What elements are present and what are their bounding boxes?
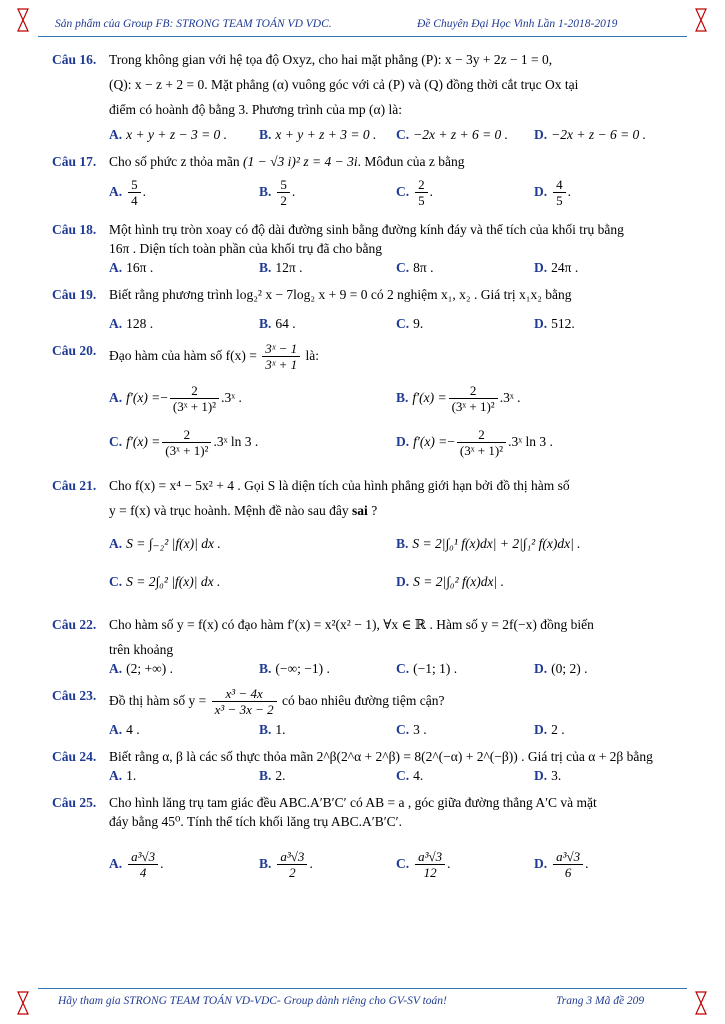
option-a[interactable]: A. 128 . xyxy=(109,316,154,331)
option-c[interactable]: C. 4. xyxy=(396,768,424,783)
question-number: Câu 23. xyxy=(52,688,97,703)
option-c[interactable]: C. S = 2∫₀² |f(x)| dx . xyxy=(109,574,221,589)
option-d[interactable]: D. −2x + z − 6 = 0 . xyxy=(534,127,647,142)
answer-options xyxy=(109,383,677,427)
question-number: Câu 25. xyxy=(52,795,97,810)
question-list xyxy=(52,50,677,892)
question-number: Câu 19. xyxy=(52,287,97,302)
option-b[interactable]: B. $\frac{5}{2}$ . xyxy=(259,177,296,208)
option-c[interactable]: C. (−1; 1) . xyxy=(396,661,458,676)
option-d[interactable]: D. (0; 2) . xyxy=(534,661,588,676)
option-d[interactable]: D. S = 2|∫₀² f(x)dx| . xyxy=(396,574,504,589)
question-17: Câu 17. Cho số phức z thỏa mãn (1 − √3 i)² z = 4 − 3i. Môđun của z bằng A. $\frac{5}{4}$ . B. $\frac{5}{2}$ . C. $\frac{2}{5}$ . D. $\frac{4}{5}$ . xyxy=(52,152,677,215)
footer-text-left: Hãy tham gia STRONG TEAM TOÁN VD-VDC- Group dành riêng cho GV-SV toán! xyxy=(58,995,447,1007)
answer-options xyxy=(109,258,677,280)
option-d[interactable]: D. $\frac{4}{5}$ . xyxy=(534,177,571,208)
question-text: đáy bằng 45⁰. Tính thể tích khối lăng trụ ABC.A′B′C′. xyxy=(109,814,403,829)
question-text: Cho f(x) = x⁴ − 5x² + 4 . Gọi S là diện tích của hình phẳng giới hạn bởi đồ thị hàm số xyxy=(109,478,570,493)
option-a[interactable]: A. $\frac{5}{4}$ . xyxy=(109,177,146,208)
option-c[interactable]: C. $\frac{\text{a³√3}}{12}$ . xyxy=(396,849,451,880)
option-c[interactable]: C. −2x + z + 6 = 0 . xyxy=(396,127,509,142)
option-a[interactable]: A. 16π . xyxy=(109,260,154,275)
question-number: Câu 18. xyxy=(52,222,97,237)
option-b[interactable]: B. 2. xyxy=(259,768,286,783)
question-text: (Q): x − z + 2 = 0. Mặt phẳng (α) vuông góc với cả (P) và (Q) đồng thời cắt trục Ox tại xyxy=(109,77,579,92)
hourglass-icon xyxy=(695,991,707,1015)
option-b[interactable]: B. 12π . xyxy=(259,260,303,275)
option-d[interactable]: D. 3. xyxy=(534,768,562,783)
question-number: Câu 20. xyxy=(52,343,97,358)
option-a[interactable]: A. 1. xyxy=(109,768,137,783)
question-number: Câu 17. xyxy=(52,154,97,169)
answer-options xyxy=(109,427,677,471)
option-d[interactable]: D. $\frac{\text{a³√3}}{6}$ . xyxy=(534,849,589,880)
question-24 xyxy=(52,747,677,788)
option-a[interactable]: A. (2; +∞) . xyxy=(109,661,173,676)
option-b[interactable]: B. (−∞; −1) . xyxy=(259,661,330,676)
page-number: Trang 3 Mã đề 209 xyxy=(556,995,645,1007)
option-b[interactable]: B. 64 . xyxy=(259,316,296,331)
equation: (1 − √3 i)² z = 4 − 3i xyxy=(243,154,358,169)
question-23: Câu 23. Đồ thị hàm số y = $\frac{\text{x³ − 4x}}{\text{x³ − 3x − 2}}$ có bao nhiêu đường tiệm cận? A. 4 . B. 1. C. 3 . D. 2 . xyxy=(52,686,677,742)
option-a[interactable]: A. x + y + z − 3 = 0 . xyxy=(109,127,228,142)
option-d[interactable]: D. 512. xyxy=(534,316,575,331)
option-b[interactable]: B. $\frac{\text{a³√3}}{2}$ . xyxy=(259,849,313,880)
option-a[interactable]: A. 4 . xyxy=(109,722,140,737)
option-b[interactable]: B. S = 2|∫₀¹ f(x)dx| + 2|∫₁² f(x)dx| . xyxy=(396,536,581,551)
question-21: Câu 21. Cho f(x) = x⁴ − 5x² + 4 . Gọi S là diện tích của hình phẳng giới hạn bởi đồ thị hàm số y = f(x) và trục hoành. Mệnh đề nào sau đây sai ? A. S = ∫₋₂² |f(x)| dx . B. S = 2|∫₀¹ f(x)dx| + 2|∫₁² f(x)dx| . C. S = 2∫₀² |f(x)| dx . D. S = 2|∫₀² f(x)dx| . xyxy=(52,476,677,610)
option-d[interactable]: D. f′(x) =− $\frac{2}{\text{(3ˣ + 1)²}}$ .3ˣ ln 3 . xyxy=(396,427,553,458)
answer-options xyxy=(109,177,677,215)
question-number: Câu 24. xyxy=(52,749,97,764)
question-19 xyxy=(52,285,677,336)
question-text: Biết rằng phương trình log₂² x − 7log₂ x + 9 = 0 có 2 nghiệm x₁, x₂ . Giá trị x₁x₂ bằng xyxy=(109,287,572,302)
hourglass-icon xyxy=(17,8,29,32)
answer-options xyxy=(109,572,677,610)
question-18 xyxy=(52,220,677,280)
question-text: Một hình trụ tròn xoay có độ dài đường sinh bằng đường kính đáy và thể tích của khối trụ bằng xyxy=(109,222,624,237)
answer-options xyxy=(109,534,677,572)
question-22 xyxy=(52,615,677,681)
question-text: Cho hàm số y = f(x) có đạo hàm f′(x) = x²(x² − 1), ∀x ∈ ℝ . Hàm số y = 2f(−x) đồng biến xyxy=(109,617,594,632)
question-text: Cho hình lăng trụ tam giác đều ABC.A′B′C′ có AB = a , góc giữa đường thẳng A′C và mặt xyxy=(109,795,597,810)
question-16 xyxy=(52,50,677,147)
question-25 xyxy=(52,793,677,887)
question-text: điểm có hoành độ bằng 3. Phương trình của mp (α) là: xyxy=(109,102,402,117)
page-header xyxy=(0,0,725,38)
answer-options xyxy=(109,720,677,742)
question-number: Câu 22. xyxy=(52,617,97,632)
footer-rule xyxy=(38,988,687,989)
answer-options xyxy=(109,125,677,147)
question-text: Biết rằng α, β là các số thực thỏa mãn 2^β(2^α + 2^β) = 8(2^(−α) + 2^(−β)) . Giá trị của α + 2β bằng xyxy=(109,749,653,764)
option-c[interactable]: C. 3 . xyxy=(396,722,427,737)
option-c[interactable]: C. 9. xyxy=(396,316,424,331)
option-d[interactable]: D. 24π . xyxy=(534,260,579,275)
header-title-right: Đề Chuyên Đại Học Vinh Lần 1-2018-2019 xyxy=(417,18,618,30)
hourglass-icon xyxy=(695,8,707,32)
option-a[interactable]: A. f′(x) =− $\frac{2}{\text{(3ˣ + 1)²}}$ .3ˣ . xyxy=(109,383,242,414)
answer-options xyxy=(109,849,677,887)
question-number: Câu 21. xyxy=(52,478,97,493)
answer-options xyxy=(109,766,677,788)
question-text: 16π . Diện tích toàn phần của khối trụ đã cho bằng xyxy=(109,241,382,256)
option-c[interactable]: C. f′(x) = $\frac{2}{\text{(3ˣ + 1)²}}$ .3ˣ ln 3 . xyxy=(109,427,259,458)
option-a[interactable]: A. $\frac{\text{a³√3}}{4}$ . xyxy=(109,849,164,880)
question-text: trên khoảng xyxy=(109,642,174,657)
question-20: Câu 20. Đạo hàm của hàm số f(x) = $\frac{\text{3ˣ − 1}}{\text{3ˣ + 1}}$ là: A. f′(x) =− $\frac{2}{\text{(3ˣ + 1)²}}$ .3ˣ . B. f′(x) = $\frac{2}{\text{(3ˣ + 1)²}}$ .3ˣ . C. f′(x) = $\frac{2}{\text{(3ˣ + 1)²}}$ .3ˣ ln 3 . D. f′(x) =− $\frac{2}{\text{(3ˣ + 1)²}}$ .3ˣ ln 3 . xyxy=(52,341,677,471)
hourglass-icon xyxy=(17,991,29,1015)
option-c[interactable]: C. $\frac{2}{5}$ . xyxy=(396,177,433,208)
option-d[interactable]: D. 2 . xyxy=(534,722,565,737)
question-text: Trong không gian với hệ tọa độ Oxyz, cho hai mặt phẳng (P): x − 3y + 2z − 1 = 0, xyxy=(109,52,553,67)
option-b[interactable]: B. 1. xyxy=(259,722,286,737)
option-b[interactable]: B. x + y + z + 3 = 0 . xyxy=(259,127,377,142)
header-title-left: Sản phẩm của Group FB: STRONG TEAM TOÁN VD VDC. xyxy=(55,18,332,30)
answer-options xyxy=(109,314,677,336)
option-a[interactable]: A. S = ∫₋₂² |f(x)| dx . xyxy=(109,536,221,551)
option-b[interactable]: B. f′(x) = $\frac{2}{\text{(3ˣ + 1)²}}$ .3ˣ . xyxy=(396,383,521,414)
answer-options xyxy=(109,659,677,681)
header-rule xyxy=(38,36,687,37)
question-number: Câu 16. xyxy=(52,52,97,67)
option-c[interactable]: C. 8π . xyxy=(396,260,434,275)
